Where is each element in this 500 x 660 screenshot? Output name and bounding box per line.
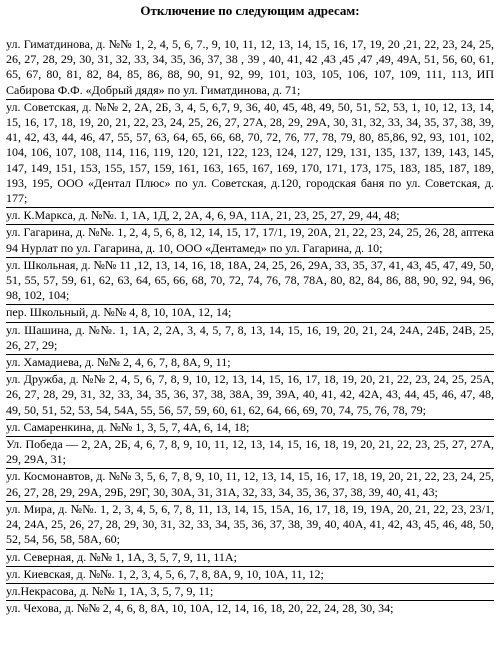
- street-entry-shkolnaya: ул. Школьная, д. №№ 11 ,12, 13, 14, 16, 18, 18А, 24, 25, 26, 29А, 33, 35, 37, 41, 43, 45, 47, 49, 50, 51, 55, 57, 59, 61, 62, 63, 64, 65, 66, 68, 70, 72, 74, 76, 78, 78А, 80, 82, 84, 86, 88, 90, 92, 94, 96, 98, 102, 104;: [6, 258, 494, 306]
- street-entry-kosmonavtov: ул. Космонавтов, д. №№ 3, 5, 6, 7, 8, 9, 10, 11, 12, 13, 14, 15, 16, 17, 18, 19, 20, 21, 22, 23, 24, 25, 26, 27, 28, 29, 29А, 29Б, 29Г, 30, 30А, 31, 31А, 32, 33, 34, 35, 36, 37, 38, 39, 40, 41, 43;: [6, 469, 494, 501]
- street-entry-pobeda: Ул. Победа — 2, 2А, 2Б, 4, 6, 7, 8, 9, 10, 11, 12, 13, 14, 15, 16, 18, 19, 20, 21, 22, 23, 25, 27, 27А, 29, 29А, 31;: [6, 437, 494, 469]
- street-entry-khamadieva: ул. Хамадиева, д. №№ 2, 4, 6, 7, 8, 8А, 9, 11;: [6, 355, 494, 372]
- street-entry-sovetskaya: ул. Советская, д. №№ 2, 2А, 2Б, 3, 4, 5, 6,7, 9, 36, 40, 45, 48, 49, 50, 51, 52, 53, 1, 10, 12, 13, 14, 15, 16, 17, 18, 19, 20, 21, 22, 23, 24, 25, 26, 27, 27А, 28, 29, 29А, 30, 31, 32, 33, 34, 35, 37, 38, 39, 41, 42, 43, 44, 46, 47, 55, 57, 63, 64, 65, 66, 68, 70, 72, 76, 77, 78, 79, 80, 85,86, 92, 93, 101, 102, 104, 106, 107, 108, 114, 116, 119, 120, 121, 122, 123, 124, 127, 129, 131, 135, 137, 139, 143, 145, 147, 149, 151, 153, 155, 157, 159, 161, 163, 165, 167, 169, 170, 171, 173, 175, 183, 185, 187, 189, 193, 195, ООО «Дентал Плюс» по ул. Советская, д.120, городская баня по ул. Советская, д. 177;: [6, 100, 494, 208]
- street-entry-gimatdinova: ул. Гиматдинова, д. №№ 1, 2, 4, 5, 6, 7., 9, 10, 11, 12, 13, 14, 15, 16, 17, 19, 20 ,21, 22, 23, 24, 25, 26, 27, 28, 29, 30, 31, 32, 33, 34, 35, 36, 37, 38 , 39 , 40, 41, 42 ,43 ,45 ,47 ,49, 49А, 51, 56, 60, 61, 65, 67, 80, 81, 82, 84, 85, 86, 88, 90, 91, 92, 99, 101, 103, 105, 106, 107, 109, 111, 113, ИП Сабирова Ф.Ф. «Добрый дядя» по ул. Гиматдинова, д. 71;: [6, 37, 494, 100]
- page-title: Отключение по следующим адресам:: [140, 3, 360, 18]
- street-entry-per-shkolny: пер. Школьный, д. №№ 4, 8, 10, 10А, 12, 14;: [6, 305, 494, 322]
- street-entry-nekrasova: ул.Некрасова, д. №№ 1, 1А, 3, 5, 7, 9, 11;: [6, 584, 494, 601]
- street-entry-k-marksa: ул. К.Маркса, д. №№. 1, 1А, 1Д, 2, 2А, 4, 6, 9А, 11А, 21, 23, 25, 27, 29, 44, 48;: [6, 208, 494, 225]
- street-entry-shashina: ул. Шашина, д. №№. 1, 1А, 2, 2А, 3, 4, 5, 7, 8, 13, 14, 15, 16, 19, 20, 21, 24, 24А, 24Б, 24В, 25, 26, 27, 29;: [6, 323, 494, 355]
- address-list: [6, 37, 494, 617]
- street-entry-chekhova: ул. Чехова, д. №№ 2, 4, 6, 8, 8А, 10, 10А, 12, 14, 16, 18, 20, 22, 24, 28, 30, 34;: [6, 601, 394, 616]
- street-entry-mira: ул. Мира, д. №№. 1, 2, 3, 4, 5, 6, 7, 8, 11, 13, 14, 15, 15А, 16, 17, 18, 19, 19А, 20, 21, 22, 23, 23/1, 24, 24А, 25, 26, 27, 28, 29, 30, 31, 32, 33, 34, 35, 36, 37, 38, 39, 40, 40А, 41, 42, 43, 45, 46, 48, 50, 52, 54, 56, 58, 58А, 60;: [6, 502, 494, 550]
- street-entry-severnaya: ул. Северная, д. №№ 1, 1А, 3, 5, 7, 9, 11, 11А;: [6, 550, 494, 567]
- street-entry-samarenkina: ул. Самаренкина, д. №№ 1, 3, 5, 7, 4А, 6, 14, 18;: [6, 420, 494, 437]
- street-entry-druzhba: ул. Дружба, д. №№ 2, 4, 5, 6, 7, 8, 9, 10, 12, 13, 14, 15, 16, 17, 18, 19, 20, 21, 22, 23, 24, 25, 25А, 26, 27, 28, 29, 31, 32, 33, 34, 35, 36, 37, 38, 38А, 39, 39А, 40, 41, 42, 42А, 43, 44, 45, 46, 47, 48, 49, 50, 51, 52, 53, 54, 54А, 55, 56, 57, 59, 60, 61, 62, 64, 66, 69, 70, 74, 75, 76, 78, 79;: [6, 372, 494, 420]
- street-entry-gagarina: ул. Гагарина, д. №№. 1, 2, 4, 5, 6, 8, 12, 14, 15, 17, 17/1, 19, 20А, 21, 22, 23, 24, 25, 26, 28, аптека 94 Нурлат по ул. Гагарина, д. 10, ООО «Дентамед» по ул. Гагарина, д. 10;: [6, 225, 494, 257]
- street-entry-kievskaya: ул. Киевская, д. №№. 1, 2, 3, 4, 5, 6, 7, 8, 8А, 9, 10, 10А, 11, 12;: [6, 567, 494, 584]
